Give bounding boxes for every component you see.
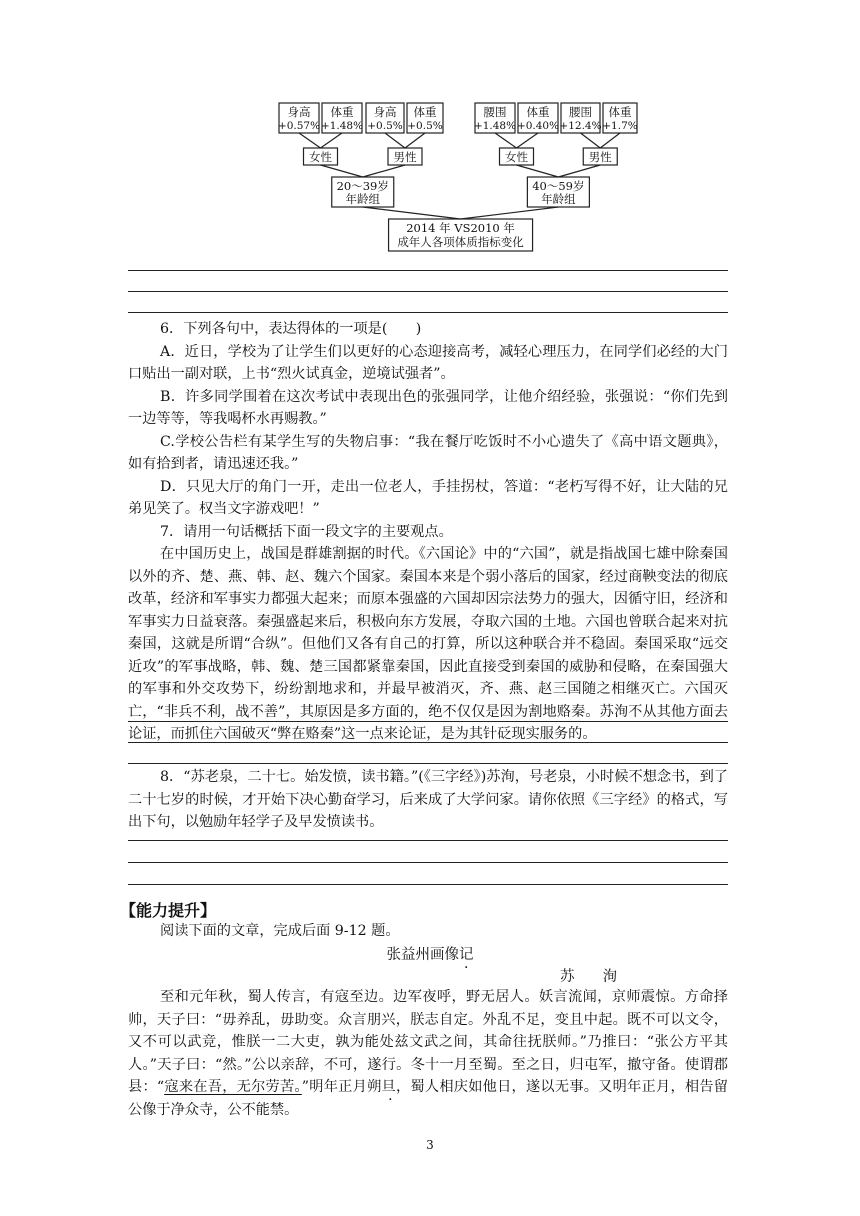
leaf-value: +0.57% [277,120,321,132]
connector-line [461,207,559,219]
connector-line [600,133,620,148]
article-paragraph-1: 至和元年秋，蜀人传言，有寇至边。边军夜呼，野无居人。妖言流闻，京师震惊。方命择帅，天子曰：“毋养乱，毋助变。众言朋兴，朕志自定。外乱不足，变且中起。既不可以文令，又不可以武竞，惟朕一二大吏，孰为能处兹文武之间，其命往抚朕师。”乃推曰：“张公方平其人。”天子曰：“然。”公以亲辞，不可，遂行。冬十一月至蜀。至之日，归屯军，撤守备。使谓郡县：“寇来在吾，无尔劳苦。”明年正月朔旦，蜀人相庆如他日，遂以无事。又明年正月，相告留公像于净众寺，公不能禁。 [128,989,728,1118]
leaf-value: +12.4% [559,120,602,132]
connector-line [385,133,405,148]
article-author: 苏洵 [560,969,645,985]
article-title: 张益州画像记 [386,947,474,963]
age-group-range: 20～39岁 [336,179,389,193]
answer-line [128,742,728,743]
connector-line [405,133,425,148]
connector-line [558,165,600,177]
answer-line [128,862,728,863]
underlined-sentence: 寇来在吾，无尔劳苦。 [164,1079,302,1095]
leaf-label: 体重 [330,105,354,119]
question-6 [128,318,728,746]
dotted-character: 朔 [367,1079,382,1095]
leaf-label: 体重 [413,105,437,119]
q6-option-c: C.学校公告栏有某学生写的失物启事：“我在餐厅吃饭时不小心遗失了《高中语文题典》，如有拾到者，请迅速还我。” [128,433,728,472]
q6-option-b: B．许多同学围着在这次考试中表现出色的张强同学，让他介绍经验，张强说：“你们先到一边等等，等我喝杯水再赐教。” [128,388,728,427]
q6-option-a: A．近日，学校为了让学生们以更好的心态迎接高考，减轻心理压力，在同学们必经的大门口贴出一副对联，上书“烈火试真金，逆境试强者”。 [128,343,728,382]
leaf-label: 体重 [526,105,550,119]
question-8: 8．“苏老泉，二十七。始发愤，读书籍。”(《三字经》)苏洵，号老泉，小时候不想念书，到了二十七岁的时候，才开始下决心勤奋学习，后来成了大学问家。请你依照《三字经》的格式，写出下句，以勉励年轻学子及早发愤读书。 [128,769,728,830]
answer-line [128,721,728,722]
answer-line [128,270,728,271]
connector-line [321,165,363,177]
leaf-value: +0.40% [516,120,560,132]
root-subtitle: 成年人各项体质指标变化 [397,235,524,249]
connector-line [495,133,517,148]
gender-label: 女性 [505,150,528,164]
gender-label: 男性 [588,150,612,164]
connector-line [363,165,405,177]
section-heading: 【能力提升】 [120,901,217,920]
leaf-label: 腰围 [483,105,507,119]
connector-line [517,133,539,148]
gender-label: 女性 [309,150,332,164]
answer-line [128,312,728,313]
connector-line [363,207,461,219]
reading-intro: 阅读下面的文章，完成后面 9-12 题。 [160,923,400,939]
leaf-label: 体重 [608,105,632,119]
answer-line [128,884,728,885]
age-group-range: 40～59岁 [532,179,585,193]
leaf-value: +0.5% [367,120,403,132]
answer-line [128,291,728,292]
q6-option-d: D．只见大厅的角门一开，走出一位老人，手挂拐杖，答道：“老朽写得不好，让大陆的兄弟见笑了。权当文字游戏吧！” [128,478,728,517]
answer-line [128,840,728,841]
root-title: 2014 年 VS2010 年 [406,221,515,235]
age-group-label: 年龄组 [541,192,576,206]
connector-line [581,133,601,148]
gender-label: 男性 [393,150,417,164]
answer-line [128,763,728,764]
leaf-label: 身高 [373,105,397,119]
leaf-value: +0.5% [407,120,443,132]
connector-line [299,133,321,148]
fitness-change-diagram [0,0,860,260]
connector-line [517,165,559,177]
q7-stem: 7．请用一句话概括下面一段文字的主要观点。 [160,523,453,540]
leaf-value: +1.7% [602,120,638,132]
leaf-label: 腰围 [569,105,592,119]
q7-passage: 在中国历史上，战国是群雄割据的时代。《六国论》中的“六国”，就是指战国七雄中除秦国以外的齐、楚、燕、韩、赵、魏六个国家。秦国本来是个弱小落后的国家，经过商鞅变法的彻底改革，经济和军事实力都强大起来；而原本强盛的六国却因宗法势力的强大，因循守旧，经济和军事实力日益衰落。秦强盛起来后，积极向东方发展，夺取六国的土地。六国也曾联合起来对抗秦国，这就是所谓“合纵”。但他们又各有自己的打算，所以这种联合并不稳固。秦国采取“远交近攻”的军事战略，韩、魏、楚三国都紧靠秦国，因此直接受到秦国的威胁和侵略，在秦国强大的军事和外交攻势下，纷纷割地求和，并最早被消灭，齐、燕、赵三国随之相继灭亡。六国灭亡，“非兵不利，战不善”，其原因是多方面的，绝不仅仅是因为割地赂秦。苏洵不从其他方面去论证，而抓住六国破灭“弊在赂秦”这一点来论证，是为其针砭现实服务的。 [128,546,728,742]
age-group-label: 年龄组 [345,192,380,206]
leaf-value: +1.48% [320,120,364,132]
connector-line [321,133,343,148]
leaf-label: 身高 [287,105,311,119]
q6-stem: 6．下列各句中，表达得体的一项是( ) [160,321,422,337]
page-number: 3 [426,1138,434,1152]
leaf-value: +1.48% [473,120,517,132]
